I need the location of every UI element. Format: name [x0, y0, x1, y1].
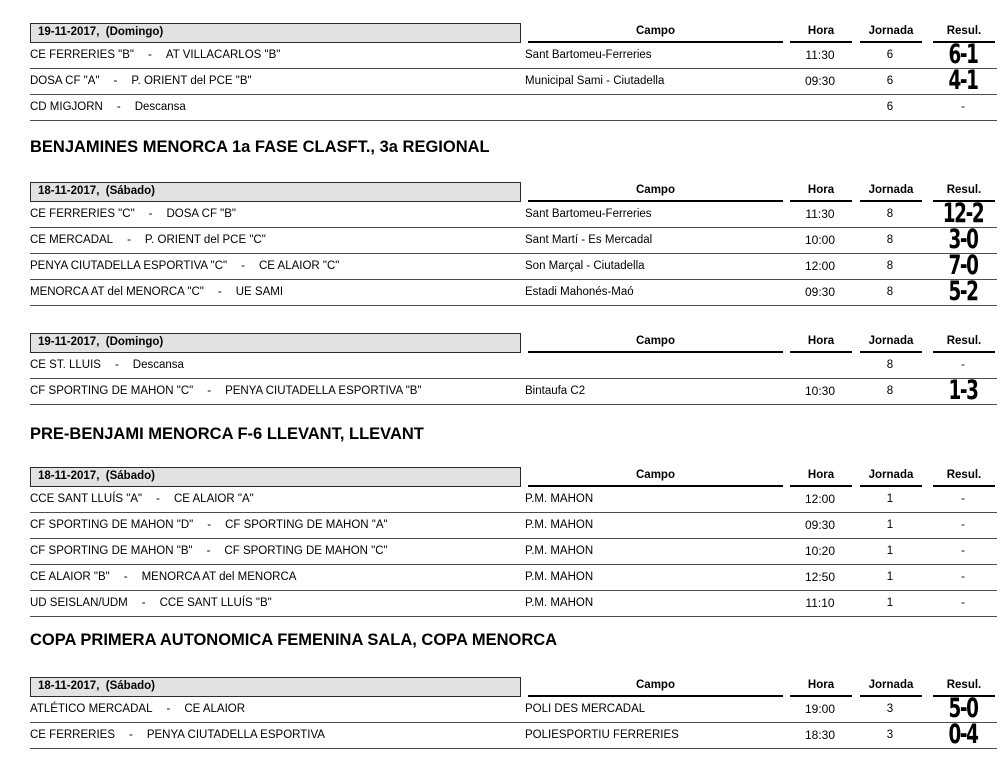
fixture-row: [30, 95, 997, 121]
table-header: [30, 467, 997, 487]
vs-dash: -: [206, 545, 211, 557]
jornada-cell: 1: [886, 493, 894, 505]
vs-dash: -: [123, 571, 128, 583]
jornada-cell: 3: [886, 729, 894, 741]
hora-cell: 10:00: [804, 233, 836, 247]
column-header-resul: Resul.: [933, 467, 995, 487]
away-team: PENYA CIUTADELLA ESPORTIVA: [146, 729, 325, 741]
teams-cell: [30, 43, 280, 68]
away-team: CF SPORTING DE MAHON "A": [225, 519, 388, 531]
fixture-row: [30, 65, 997, 96]
fixture-row: [30, 513, 997, 539]
vs-dash: -: [207, 385, 212, 397]
column-header-hora: Hora: [790, 677, 852, 697]
fixture-row: [30, 719, 997, 750]
hora-cell: 18:30: [804, 728, 836, 742]
campo-cell: Sant Bartomeu-Ferreries: [525, 208, 652, 220]
jornada-cell: 1: [886, 519, 894, 531]
jornada-cell: 8: [886, 359, 894, 371]
date-header: [30, 23, 521, 43]
table-header: [30, 182, 997, 202]
away-team: AT VILLACARLOS "B": [165, 49, 281, 61]
date-label: 19-11-2017, (Domingo): [38, 26, 164, 38]
fixtures-table-2: [30, 182, 997, 306]
column-header-hora: Hora: [790, 23, 852, 43]
fixture-row: [30, 250, 997, 281]
column-header-hora: Hora: [790, 333, 852, 353]
result-cell: 4-1: [948, 65, 978, 96]
column-header-campo: Campo: [528, 333, 783, 353]
fixture-row: [30, 375, 997, 406]
home-team: DOSA CF "A": [30, 75, 100, 87]
column-header-jornada: Jornada: [860, 677, 922, 697]
column-header-jornada: Jornada: [860, 23, 922, 43]
result-cell: -: [961, 519, 965, 531]
away-team: CE ALAIOR: [184, 703, 246, 715]
column-header-campo: Campo: [528, 467, 783, 487]
campo-cell: P.M. MAHON: [525, 519, 594, 531]
hora-cell: [785, 353, 855, 378]
date-label: 19-11-2017, (Domingo): [38, 336, 164, 348]
hora-cell: 09:30: [804, 285, 836, 299]
fixture-row: [30, 224, 997, 255]
campo-cell: Estadi Mahonés-Maó: [525, 286, 634, 298]
vs-dash: -: [116, 101, 121, 113]
home-team: CF SPORTING DE MAHON "C": [30, 385, 194, 397]
section-heading-pre-benjami: PRE-BENJAMI MENORCA F-6 LLEVANT, LLEVANT: [30, 425, 424, 443]
teams-cell: [30, 379, 422, 404]
jornada-cell: 1: [886, 597, 894, 609]
column-header-jornada: Jornada: [860, 467, 922, 487]
jornada-cell: 8: [886, 234, 894, 246]
column-header-resul: Resul.: [933, 23, 995, 43]
column-header-campo: Campo: [528, 677, 783, 697]
teams-cell: [30, 353, 184, 378]
hora-cell: [785, 95, 855, 120]
campo-cell: Bintaufa C2: [525, 385, 586, 397]
hora-cell: 12:00: [804, 259, 836, 273]
fixture-row: [30, 591, 997, 617]
home-team: CE FERRERIES: [30, 729, 115, 741]
fixtures-table-1: [30, 23, 997, 121]
teams-cell: [30, 69, 252, 94]
teams-cell: [30, 539, 388, 564]
hora-cell: 12:00: [804, 492, 836, 506]
fixtures-table-5: [30, 677, 997, 749]
date-label: 18-11-2017, (Sábado): [38, 185, 155, 197]
jornada-cell: 6: [886, 49, 894, 61]
fixtures-table-3: [30, 333, 997, 405]
away-team: Descansa: [132, 359, 184, 371]
hora-cell: 12:50: [804, 570, 836, 584]
away-team: CF SPORTING DE MAHON "C": [224, 545, 388, 557]
section-heading-copa: COPA PRIMERA AUTONOMICA FEMENINA SALA, COPA MENORCA: [30, 631, 558, 649]
teams-cell: [30, 280, 283, 305]
column-header-resul: Resul.: [933, 182, 995, 202]
teams-cell: [30, 95, 186, 120]
teams-cell: [30, 565, 296, 590]
teams-cell: [30, 254, 339, 279]
jornada-cell: 6: [886, 101, 894, 113]
campo-cell: POLI DES MERCADAL: [525, 703, 646, 715]
home-team: CE MERCADAL: [30, 234, 114, 246]
vs-dash: -: [166, 703, 171, 715]
vs-dash: -: [114, 359, 119, 371]
hora-cell: 11:30: [805, 207, 835, 221]
result-cell: 6-1: [948, 39, 978, 70]
result-cell: 12-2: [942, 198, 984, 229]
result-cell: 5-0: [948, 693, 978, 724]
home-team: CCE SANT LLUÍS "A": [30, 493, 143, 505]
hora-cell: 10:20: [804, 544, 836, 558]
date-header: [30, 467, 521, 487]
campo-cell: Son Marçal - Ciutadella: [525, 260, 645, 272]
result-cell: -: [961, 359, 965, 371]
fixtures-table-4: [30, 467, 997, 617]
jornada-cell: 1: [886, 571, 894, 583]
home-team: CD MIGJORN: [30, 101, 103, 113]
fixture-row: [30, 487, 997, 513]
column-header-resul: Resul.: [933, 333, 995, 353]
fixture-row: [30, 198, 997, 229]
vs-dash: -: [156, 493, 160, 505]
teams-cell: [30, 723, 325, 748]
vs-dash: -: [207, 519, 212, 531]
away-team: CE ALAIOR "A": [173, 493, 254, 505]
column-header-resul: Resul.: [933, 677, 995, 697]
table-header: [30, 677, 997, 697]
away-team: UE SAMI: [235, 286, 284, 298]
table-header: [30, 23, 997, 43]
campo-cell: P.M. MAHON: [525, 493, 594, 505]
home-team: CE FERRERIES "B": [30, 49, 135, 61]
away-team: PENYA CIUTADELLA ESPORTIVA "B": [225, 385, 422, 397]
result-cell: 7-0: [948, 250, 978, 281]
teams-cell: [30, 697, 245, 722]
hora-cell: 09:30: [804, 518, 836, 532]
column-header-jornada: Jornada: [860, 333, 922, 353]
teams-cell: [30, 228, 266, 253]
away-team: DOSA CF "B": [166, 208, 237, 220]
result-cell: 1-3: [948, 375, 978, 406]
vs-dash: -: [148, 208, 153, 220]
home-team: MENORCA AT del MENORCA "C": [30, 286, 204, 298]
home-team: ATLÉTICO MERCADAL: [30, 703, 153, 715]
campo-cell: POLIESPORTIU FERRERIES: [525, 729, 679, 741]
campo-cell: P.M. MAHON: [525, 571, 594, 583]
campo-cell: Sant Martí - Es Mercadal: [525, 234, 653, 246]
teams-cell: [30, 591, 272, 616]
away-team: MENORCA AT del MENORCA: [141, 571, 297, 583]
jornada-cell: 6: [886, 75, 894, 87]
home-team: PENYA CIUTADELLA ESPORTIVA "C": [30, 260, 228, 272]
vs-dash: -: [127, 234, 131, 246]
date-label: 18-11-2017, (Sábado): [38, 680, 155, 692]
teams-cell: [30, 202, 236, 227]
vs-dash: -: [129, 729, 133, 741]
fixture-row: [30, 39, 997, 70]
away-team: CCE SANT LLUÍS "B": [159, 597, 272, 609]
away-team: Descansa: [134, 101, 186, 113]
result-cell: -: [961, 545, 965, 557]
away-team: CE ALAIOR "C": [258, 260, 340, 272]
away-team: P. ORIENT del PCE "B": [131, 75, 252, 87]
home-team: UD SEISLAN/UDM: [30, 597, 128, 609]
jornada-cell: 3: [886, 703, 894, 715]
result-cell: 5-2: [948, 276, 978, 307]
date-label: 18-11-2017, (Sábado): [38, 470, 155, 482]
date-header: [30, 333, 521, 353]
vs-dash: -: [141, 597, 146, 609]
jornada-cell: 1: [886, 545, 894, 557]
home-team: CF SPORTING DE MAHON "D": [30, 519, 194, 531]
result-cell: 3-0: [948, 224, 978, 255]
result-cell: -: [961, 571, 965, 583]
jornada-cell: 8: [886, 385, 894, 397]
hora-cell: 09:30: [804, 74, 836, 88]
vs-dash: -: [113, 75, 118, 87]
column-header-jornada: Jornada: [860, 182, 922, 202]
column-header-campo: Campo: [528, 182, 783, 202]
fixture-row: [30, 353, 997, 379]
vs-dash: -: [217, 286, 222, 298]
vs-dash: -: [241, 260, 245, 272]
fixture-row: [30, 693, 997, 724]
table-header: [30, 333, 997, 353]
date-header: [30, 677, 521, 697]
column-header-hora: Hora: [790, 182, 852, 202]
fixture-row: [30, 276, 997, 307]
fixture-row: [30, 539, 997, 565]
jornada-cell: 8: [886, 286, 894, 298]
teams-cell: [30, 513, 388, 538]
column-header-hora: Hora: [790, 467, 852, 487]
hora-cell: 11:10: [805, 596, 835, 610]
campo-cell: P.M. MAHON: [525, 545, 594, 557]
column-header-campo: Campo: [528, 23, 783, 43]
result-cell: -: [961, 101, 965, 113]
fixture-row: [30, 565, 997, 591]
campo-cell: P.M. MAHON: [525, 597, 594, 609]
result-cell: -: [961, 597, 965, 609]
result-cell: 0-4: [948, 719, 978, 750]
jornada-cell: 8: [886, 260, 894, 272]
result-cell: -: [961, 493, 965, 505]
home-team: CE FERRERIES "C": [30, 208, 135, 220]
hora-cell: 10:30: [804, 384, 836, 398]
vs-dash: -: [148, 49, 152, 61]
teams-cell: [30, 487, 254, 512]
home-team: CF SPORTING DE MAHON "B": [30, 545, 193, 557]
date-header: [30, 182, 521, 202]
hora-cell: 11:30: [805, 48, 835, 62]
home-team: CE ALAIOR "B": [30, 571, 110, 583]
jornada-cell: 8: [886, 208, 894, 220]
home-team: CE ST. LLUIS: [30, 359, 101, 371]
section-heading-benjamines: BENJAMINES MENORCA 1a FASE CLASFT., 3a REGIONAL: [30, 138, 490, 156]
hora-cell: 19:00: [804, 702, 836, 716]
away-team: P. ORIENT del PCE "C": [144, 234, 266, 246]
campo-cell: Sant Bartomeu-Ferreries: [525, 49, 652, 61]
campo-cell: Municipal Sami - Ciutadella: [525, 75, 665, 87]
